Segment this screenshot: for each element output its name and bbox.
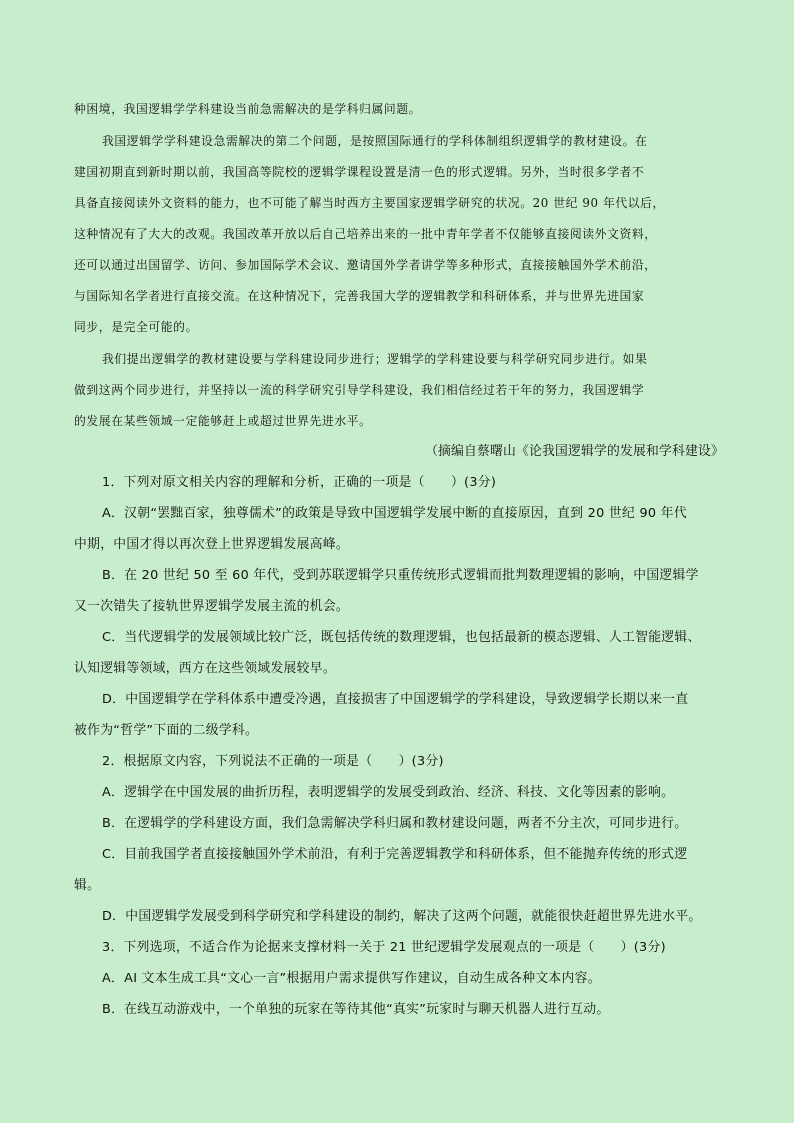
question-2-option-b: B．在逻辑学的学科建设方面，我们急需解决学科归属和教材建设问题，两者不分主次，可同步进行。 <box>102 816 688 831</box>
passage-source: （摘编自蔡曙山《论我国逻辑学的发展和学科建设》 <box>425 444 724 459</box>
passage-line: 同步，是完全可能的。 <box>74 320 198 334</box>
question-1-option-b: B．在 20 世纪 50 至 60 年代，受到苏联逻辑学只重传统形式逻辑而批判数理逻辑的影响，中国逻辑学 <box>102 568 699 583</box>
question-2-option-c: C．目前我国学者直接接触国外学术前沿，有利于完善逻辑教学和科研体系，但不能抛弃传统的形式逻 <box>102 847 688 862</box>
question-1-option-d-continued: 被作为“哲学”下面的二级学科。 <box>74 723 259 738</box>
question-1-option-a: A．汉朝“罢黜百家，独尊儒术”的政策是导致中国逻辑学发展中断的直接原因，直到 20 世纪 90 年代 <box>102 506 687 521</box>
question-2-stem: 2．根据原文内容，下列说法不正确的一项是（ ）(3分) <box>102 754 444 769</box>
question-2-option-d: D．中国逻辑学发展受到科学研究和学科建设的制约，解决了这两个问题，就能很快赶超世界先进水平。 <box>102 909 702 924</box>
question-1-option-c-continued: 认知逻辑等领域，西方在这些领域发展较早。 <box>74 661 336 676</box>
passage-line: 的发展在某些领域一定能够赶上或超过世界先进水平。 <box>74 414 372 428</box>
question-1-stem: 1．下列对原文相关内容的理解和分析，正确的一项是（ ）(3分) <box>102 475 497 490</box>
question-1-option-b-continued: 又一次错失了接轨世界逻辑学发展主流的机会。 <box>74 599 350 614</box>
passage-line: 我国逻辑学学科建设急需解决的第二个问题，是按照国际通行的学科体制组织逻辑学的教材建设。在 <box>102 134 648 148</box>
question-1-option-d: D．中国逻辑学在学科体系中遭受冷遇，直接损害了中国逻辑学的学科建设，导致逻辑学长期以来一直 <box>102 692 689 707</box>
passage-line: 做到这两个同步进行，并坚持以一流的科学研究引导学科建设，我们相信经过若干年的努力，我国逻辑学 <box>74 383 645 397</box>
question-1-option-a-continued: 中期，中国才得以再次登上世界逻辑发展高峰。 <box>74 537 350 552</box>
passage-line: 这种情况有了大大的改观。我国改革开放以后自己培养出来的一批中青年学者不仅能够直接阅读外文资料， <box>74 227 657 241</box>
passage-line: 与国际知名学者进行直接交流。在这种情况下，完善我国大学的逻辑教学和科研体系，并与世界先进国家 <box>74 289 645 303</box>
question-2-option-a: A．逻辑学在中国发展的曲折历程，表明逻辑学的发展受到政治、经济、科技、文化等因素的影响。 <box>102 785 675 800</box>
question-2-option-c-continued: 辑。 <box>74 878 101 893</box>
question-1-option-c: C．当代逻辑学的发展领域比较广泛，既包括传统的数理逻辑，也包括最新的模态逻辑、人工智能逻辑、 <box>102 630 701 645</box>
question-3-option-b: B．在线互动游戏中，一个单独的玩家在等待其他“真实”玩家时与聊天机器人进行互动。 <box>102 1002 610 1017</box>
passage-line: 我们提出逻辑学的教材建设要与学科建设同步进行；逻辑学的学科建设要与科学研究同步进行。如果 <box>102 352 648 366</box>
passage-line: 还可以通过出国留学、访问、参加国际学术会议、邀请国外学者讲学等多种形式，直接接触国外学术前沿， <box>74 258 657 272</box>
passage-line: 种困境，我国逻辑学学科建设当前急需解决的是学科归属问题。 <box>74 102 422 116</box>
question-3-option-a: A．AI 文本生成工具“文心一言”根据用户需求提供写作建议，自动生成各种文本内容。 <box>102 971 601 986</box>
passage-line: 建国初期直到新时期以前，我国高等院校的逻辑学课程设置是清一色的形式逻辑。另外，当时很多学者不 <box>74 165 645 179</box>
passage-line: 具备直接阅读外文资料的能力，也不可能了解当时西方主要国家逻辑学研究的状况。20 世纪 90 年代以后， <box>74 196 665 210</box>
question-3-stem: 3．下列选项，不适合作为论据来支撑材料一关于 21 世纪逻辑学发展观点的一项是（ ）(3分) <box>102 940 666 955</box>
